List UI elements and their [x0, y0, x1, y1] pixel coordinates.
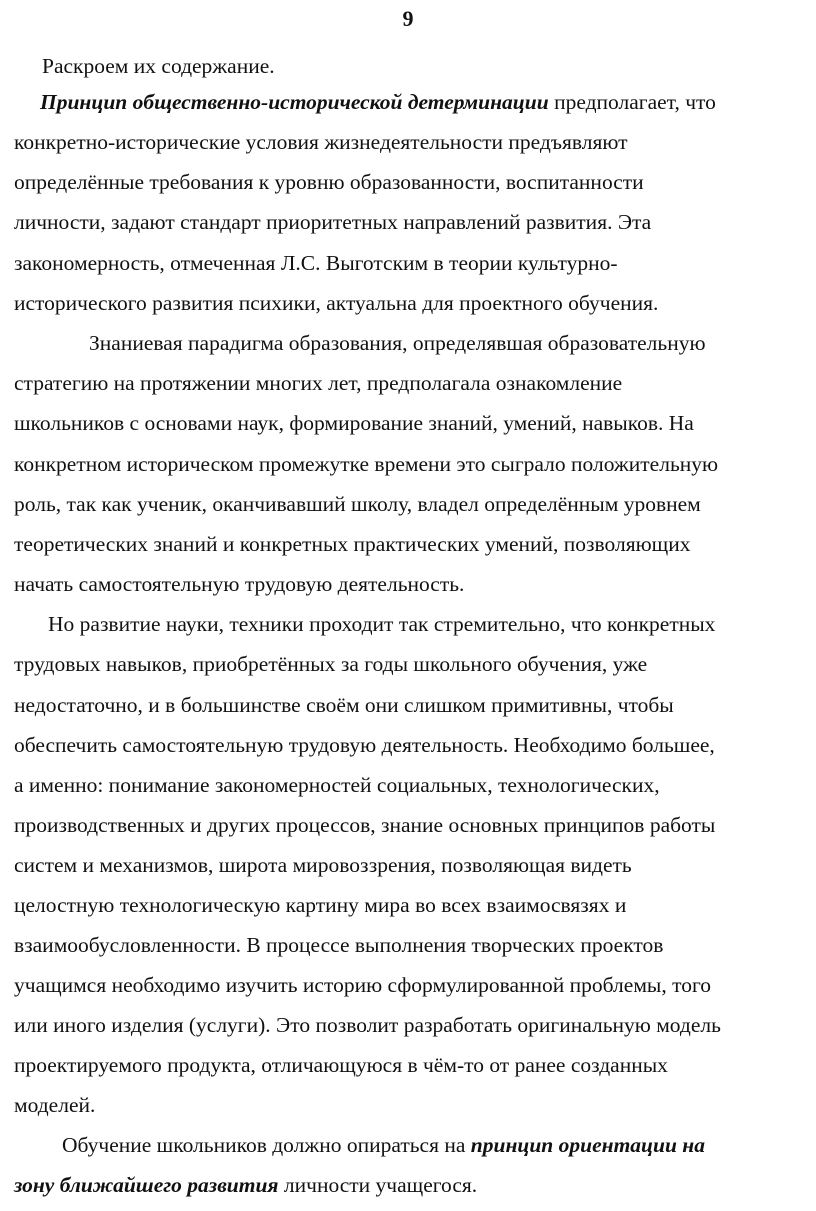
- text-line: [14, 129, 628, 155]
- text-run: взаимообусловленности. В процессе выполнения творческих проектов: [14, 933, 664, 957]
- text-line: [14, 651, 647, 677]
- text-run: закономерность, отмеченная Л.С. Выготским в теории культурно-: [14, 251, 618, 275]
- text-run: конкретно-исторические условия жизнедеятельности предъявляют: [14, 130, 628, 154]
- text-line: [14, 1012, 721, 1038]
- text-run: личности учащегося.: [278, 1173, 478, 1197]
- emphasized-term: зону ближайшего развития: [14, 1173, 279, 1197]
- text-run: обеспечить самостоятельную трудовую деятельность. Необходимо большее,: [14, 733, 715, 757]
- text-run: проектируемого продукта, отличающуюся в чём-то от ранее созданных: [14, 1053, 668, 1077]
- emphasized-term: Принцип общественно-исторической детерминации: [40, 90, 549, 114]
- text-line: [14, 1092, 95, 1118]
- text-line: [14, 1052, 668, 1078]
- text-run: роль, так как ученик, оканчивавший школу, владел определённым уровнем: [14, 492, 701, 516]
- text-line: [14, 812, 715, 838]
- text-line: [14, 932, 663, 958]
- text-run: Но развитие науки, техники проходит так стремительно, что конкретных: [48, 612, 716, 636]
- text-line: [14, 1172, 477, 1198]
- text-line: [14, 290, 658, 316]
- text-line: [14, 772, 660, 798]
- text-line: [14, 531, 691, 557]
- text-run: Раскроем их содержание.: [42, 54, 275, 78]
- text-run: недостаточно, и в большинстве своём они слишком примитивны, чтобы: [14, 693, 674, 717]
- page-number: 9: [402, 6, 414, 31]
- text-line: [62, 1132, 705, 1158]
- text-line: [14, 732, 715, 758]
- text-line: [14, 209, 651, 235]
- text-run: учащимся необходимо изучить историю сформулированной проблемы, того: [14, 973, 712, 997]
- text-run: конкретном историческом промежутке времени это сыграло положительную: [14, 452, 719, 476]
- text-line: [14, 972, 711, 998]
- text-run: или иного изделия (услуги). Это позволит разработать оригинальную модель: [14, 1013, 721, 1037]
- text-line: [14, 169, 644, 195]
- text-run: определённые требования к уровню образованности, воспитанности: [14, 170, 644, 194]
- text-run: предполагает, что: [548, 90, 716, 114]
- text-run: целостную технологическую картину мира во всех взаимосвязях и: [14, 893, 627, 917]
- text-run: производственных и других процессов, знание основных принципов работы: [14, 813, 716, 837]
- text-line: [14, 451, 718, 477]
- text-run: Обучение школьников должно опираться на: [62, 1133, 471, 1157]
- text-run: личности, задают стандарт приоритетных направлений развития. Эта: [14, 210, 652, 234]
- text-run: школьников с основами наук, формирование знаний, умений, навыков. На: [14, 411, 694, 435]
- text-run: Знаниевая парадигма образования, определявшая образовательную: [89, 331, 706, 355]
- text-line: [14, 250, 618, 276]
- text-line: [14, 852, 632, 878]
- text-run: систем и механизмов, широта мировоззрения, позволяющая видеть: [14, 853, 632, 877]
- text-line: [14, 571, 464, 597]
- text-line: [14, 491, 701, 517]
- text-run: трудовых навыков, приобретённых за годы школьного обучения, уже: [14, 652, 648, 676]
- text-line: [48, 611, 715, 637]
- text-run: стратегию на протяжении многих лет, предполагала ознакомление: [14, 371, 623, 395]
- text-line: [14, 692, 674, 718]
- text-run: а именно: понимание закономерностей социальных, технологических,: [14, 773, 660, 797]
- emphasized-term: принцип ориентации на: [470, 1133, 705, 1157]
- text-line: [89, 330, 706, 356]
- text-line: [40, 89, 716, 115]
- text-line: [14, 892, 626, 918]
- text-run: начать самостоятельную трудовую деятельность.: [14, 572, 465, 596]
- text-line: [42, 53, 275, 79]
- text-line: [14, 370, 622, 396]
- text-run: исторического развития психики, актуальна для проектного обучения.: [14, 291, 659, 315]
- text-run: теоретических знаний и конкретных практических умений, позволяющих: [14, 532, 691, 556]
- text-run: моделей.: [14, 1093, 96, 1117]
- text-line: [14, 410, 694, 436]
